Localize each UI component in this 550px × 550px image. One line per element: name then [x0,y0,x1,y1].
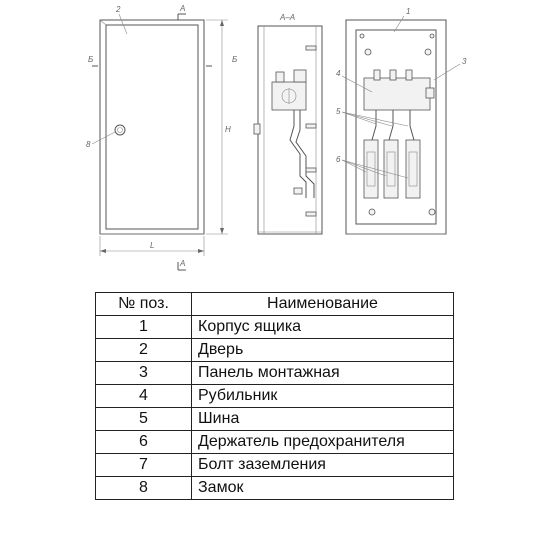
table-row [96,385,454,408]
cell-name: Рубильник [192,385,454,408]
cell-position: 7 [96,454,192,477]
cell-position: 3 [96,362,192,385]
label-width: L [150,241,155,250]
door-lock-icon [115,125,125,135]
column-header-name: Наименование [192,293,454,316]
table-row [96,339,454,362]
cell-position: 5 [96,408,192,431]
label-height: H [225,125,231,134]
door-panel [106,25,198,229]
interior-view [336,7,467,234]
cell-name: Дверь [192,339,454,362]
side-view [254,13,322,234]
front-view [86,4,237,270]
cell-name: Замок [192,477,454,500]
cell-position: 6 [96,431,192,454]
label-lock: 8 [86,140,91,149]
label-section-aa: A–A [280,13,296,22]
cell-name: Болт заземления [192,454,454,477]
label-section-a-bottom: A [180,259,186,268]
table-row [96,454,454,477]
label-section-b-left: Б [88,55,94,64]
label-panel: 3 [462,57,467,66]
label-housing: 1 [406,7,411,16]
table-header-row [96,293,454,316]
label-door: 2 [116,5,121,14]
label-fuse-holder: 6 [336,155,341,164]
label-switch: 4 [336,69,341,78]
fuse-holder-2 [384,140,398,198]
cell-position: 4 [96,385,192,408]
table-row [96,431,454,454]
parts-table [95,292,454,500]
table-row [96,362,454,385]
label-section-a-top: A [180,4,186,13]
switch-block [364,78,430,110]
label-busbar: 5 [336,107,341,116]
cell-name: Панель монтажная [192,362,454,385]
fuse-holder-3 [406,140,420,198]
table-row [96,316,454,339]
table-row [96,477,454,500]
cell-position: 1 [96,316,192,339]
cell-name: Корпус ящика [192,316,454,339]
table-row [96,408,454,431]
cell-position: 8 [96,477,192,500]
cell-name: Держатель предохранителя [192,431,454,454]
cell-position: 2 [96,339,192,362]
column-header-position: № поз. [96,293,192,316]
cell-name: Шина [192,408,454,431]
label-section-b-right: Б [232,55,238,64]
